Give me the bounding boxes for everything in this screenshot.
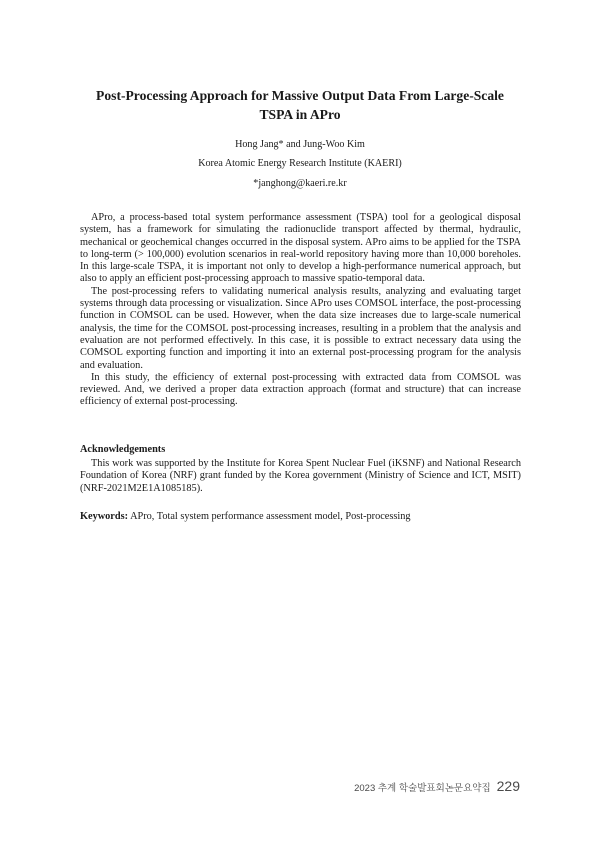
abstract-paragraph: The post-processing refers to validating numerical analysis results, analyzing and evaluating target systems through data processing or visualization. Since APro uses COMSOL interface, the post-processing function in COMSOL can be used. However, when the data size increases due to large-scale numerical analysis, the time for the COMSOL post-processing increases, resulting in a problem that the analysis and evaluation are not performed effectively. In this case, it is possible to extract necessary data using the COMSOL exporting function and importing it into an external post-processing program for the analysis and evaluation. xyxy=(80,285,521,371)
proceedings-title: 2023 추계 학술발표회논문요약집 xyxy=(354,783,491,794)
abstract-paragraph: In this study, the efficiency of external post-processing with extracted data from COMSOL was reviewed. And, we derived a proper data extraction approach (format and structure) that can increase efficiency of external post-processing. xyxy=(80,371,521,408)
author-email: *janghong@kaeri.re.kr xyxy=(253,178,347,189)
authors: Hong Jang* and Jung-Woo Kim xyxy=(235,139,365,150)
keywords-line xyxy=(80,511,521,522)
abstract-paragraph: APro, a process-based total system performance assessment (TSPA) tool for a geological disposal system, has a framework for simulating the radionuclide transport affected by thermal, hydraulic, mechanical or geochemical changes occurred in the disposal system. APro aims to be applied for the TSPA to long-term (> 100,000) evolution scenarios in real-world repository having more than 10,000 boreholes. In this large-scale TSPA, it is important not only to develop a high-performance numerical approach, but also to apply an efficient post-processing approach to massive spatio-temporal data. xyxy=(80,212,521,285)
page-footer xyxy=(354,778,520,794)
paper-title xyxy=(60,86,540,124)
page-number: 229 xyxy=(496,778,520,794)
abstract-body xyxy=(80,212,521,409)
keywords-label: Keywords: xyxy=(80,511,129,522)
keywords-text: APro, Total system performance assessment model, Post-processing xyxy=(130,511,411,522)
affiliation: Korea Atomic Energy Research Institute (KAERI) xyxy=(198,158,402,169)
title-line-2: TSPA in APro xyxy=(259,107,341,122)
acknowledgements-heading: Acknowledgements xyxy=(80,444,166,455)
title-line-1: Post-Processing Approach for Massive Output Data From Large-Scale xyxy=(96,88,504,103)
acknowledgements-text: This work was supported by the Institute for Korea Spent Nuclear Fuel (iKSNF) and National Research Foundation of Korea (NRF) grant funded by the Korea government (Ministry of Science and ICT, MSIT) (NRF-2021M2E1A1085185). xyxy=(80,458,521,494)
acknowledgements-body xyxy=(80,458,521,495)
